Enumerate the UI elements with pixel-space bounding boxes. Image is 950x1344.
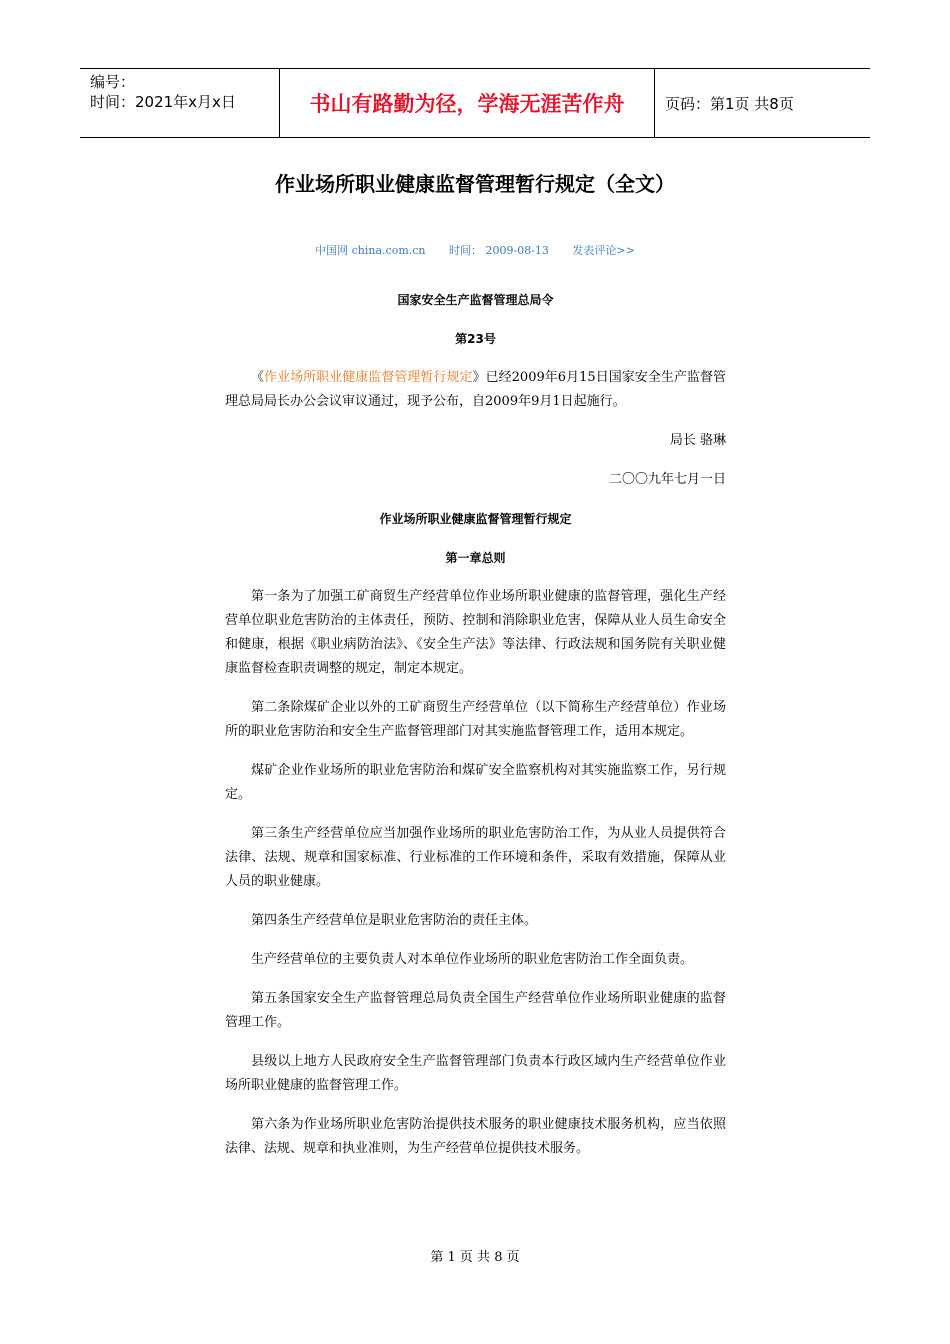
page-info-text: 页码：第1页 共8页 xyxy=(665,94,794,113)
paragraph: 第六条为作业场所职业危害防治提供技术服务的职业健康技术服务机构，应当依照法律、法规、规章和执业准则，为生产经营单位提供技术服务。 xyxy=(225,1117,726,1156)
regulation-title: 作业场所职业健康监督管理暂行规定 xyxy=(379,512,572,526)
meta-time: 时间： 2009-08-13 xyxy=(449,244,549,257)
issue-date: 二〇〇九年七月一日 xyxy=(608,472,726,487)
intro-prefix: 《 xyxy=(251,370,265,385)
order-number: 第23号 xyxy=(455,332,496,346)
document-body xyxy=(225,288,726,1176)
paragraph: 第一条为了加强工矿商贸生产经营单位作业场所职业健康的监督管理，强化生产经营单位职业危害防治的主体责任，预防、控制和消除职业危害，保障从业人员生命安全和健康，根据《职业病防治法》、《安全生产法》等法律、行政法规和国务院有关职业健康监督检查职责调整的规定，制定本规定。 xyxy=(225,589,726,676)
page-footer: 第 1 页 共 8 页 xyxy=(430,1250,520,1265)
paragraph: 第二条除煤矿企业以外的工矿商贸生产经营单位（以下简称生产经营单位）作业场所的职业危害防治和安全生产监督管理部门对其实施监督管理工作，适用本规定。 xyxy=(225,700,726,739)
time-label: 时间：2021年x月x日 xyxy=(90,93,236,111)
meta-source-link[interactable]: 中国网 china.com.cn xyxy=(315,244,426,257)
regulation-link[interactable]: 作业场所职业健康监督管理暂行规定 xyxy=(264,370,473,385)
article-meta xyxy=(0,242,950,258)
motto-text: 书山有路勤为径，学海无涯苦作舟 xyxy=(309,92,625,116)
signature: 局长 骆琳 xyxy=(669,433,726,448)
chapter-title: 第一章总则 xyxy=(445,551,506,565)
document-title: 作业场所职业健康监督管理暂行规定（全文） xyxy=(275,172,675,196)
paragraph: 第四条生产经营单位是职业危害防治的责任主体。 xyxy=(251,913,538,928)
intro-paragraph xyxy=(225,366,726,414)
order-issuer: 国家安全生产监督管理总局令 xyxy=(397,293,554,307)
motto-cell xyxy=(280,69,655,137)
paragraph: 县级以上地方人民政府安全生产监督管理部门负责本行政区域内生产经营单位作业场所职业健康的监督管理工作。 xyxy=(225,1054,726,1093)
header-left-cell xyxy=(80,69,280,137)
intro-rest: 》已经2009年6月15日国家安全生产监督管理总局局长办公会议审议通过，现予公布，自2009年9月1日起施行。 xyxy=(225,370,726,409)
paragraph: 煤矿企业作业场所的职业危害防治和煤矿安全监察机构对其实施监察工作，另行规定。 xyxy=(225,763,726,802)
paragraph: 第三条生产经营单位应当加强作业场所的职业危害防治工作，为从业人员提供符合法律、法规、规章和国家标准、行业标准的工作环境和条件，采取有效措施，保障从业人员的职业健康。 xyxy=(225,826,726,889)
paragraph: 第五条国家安全生产监督管理总局负责全国生产经营单位作业场所职业健康的监督管理工作。 xyxy=(225,991,726,1030)
comment-link[interactable]: 发表评论>> xyxy=(572,244,635,257)
page-info-cell xyxy=(655,69,870,137)
paragraph: 生产经营单位的主要负责人对本单位作业场所的职业危害防治工作全面负责。 xyxy=(251,952,694,967)
header-table xyxy=(80,68,870,138)
number-label: 编号： xyxy=(90,73,136,91)
